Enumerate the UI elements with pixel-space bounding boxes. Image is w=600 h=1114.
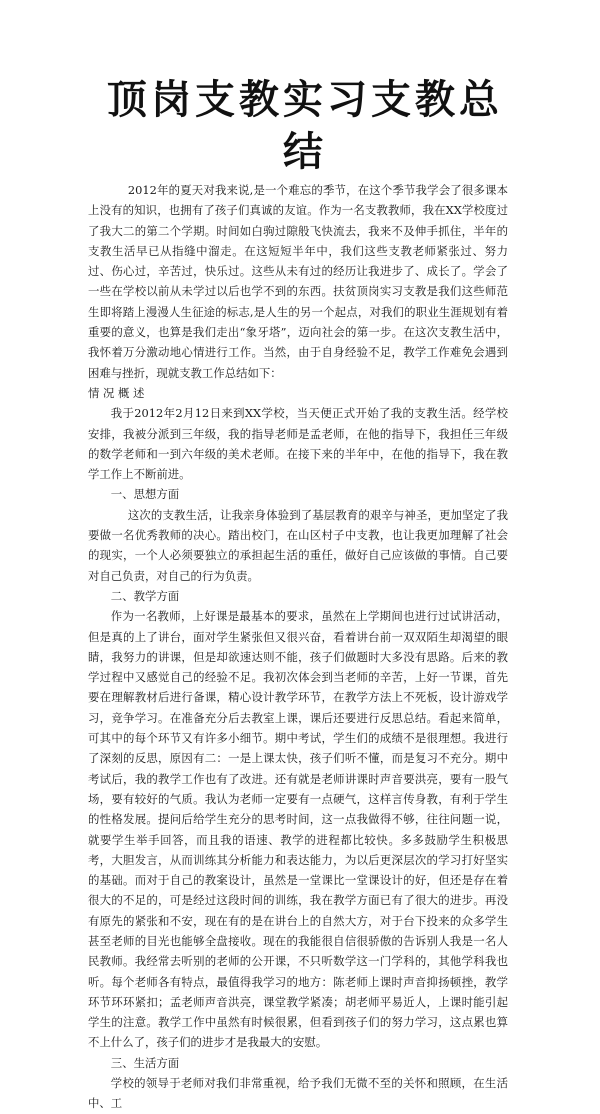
section-heading-overview: 情 况 概 述 [88, 385, 145, 400]
overview-paragraph: 我于2012年2月12日来到XX学校，当天便正式开始了我的支教生活。经学校安排，我被分派到三年级，我的指导老师是孟老师，在他的指导下，我担任三年级的数学老师和一到六年级的美术老师。在接下来的半年中，在他的指导下，我在教学工作上不断前进。 [88, 406, 508, 482]
document-body [88, 180, 508, 1114]
section-heading-teaching: 二、教学方面 [110, 588, 180, 603]
intro-paragraph: 2012年的夏天对我来说,是一个难忘的季节，在这个季节我学会了很多课本上没有的知识，也拥有了孩子们真诚的友谊。作为一名支教教师，我在XX学校度过了我大二的第二个学期。时间如白驹过隙般飞快流去，我来不及伸手抓住，半年的支教生活早已从指缝中溜走。在这短短半年中，我们这些支教老师紧张过、努力过、伤心过，辛苦过，快乐过。这些从未有过的经历让我进步了、成长了。学会了一些在学校以前从未学过以后也学不到的东西。扶贫顶岗实习支教是我们这些师范生即将踏上漫漫人生征途的标志,是人生的另一个起点，对我们的职业生涯规划有着重要的意义，也算是我们走出“象牙塔”，迈向社会的第一步。在这次支教生活中，我怀着万分激动地心情进行工作。当然，由于自身经验不足，教学工作难免会遇到困难与挫折，现就支教工作总结如下： [88, 183, 508, 380]
life-paragraph: 学校的领导于老师对我们非常重视，给予我们无微不至的关怀和照顾，在生活中、工 [88, 1076, 508, 1111]
section-heading-life: 三、生活方面 [110, 1055, 180, 1070]
teaching-paragraph: 作为一名教师，上好课是最基本的要求，虽然在上学期间也进行过试讲活动，但是真的上了讲台，面对学生紧张但又很兴奋，看着讲台前一双双陌生却渴望的眼睛，我努力的讲课，但是却欲速达则不能，孩子们做题时大多没有思路。后来的教学过程中又感觉自己的经验不足。我初次体会到当老师的辛苦，上好一节课，首先要在理解教材后进行备课，精心设计教学环节，在教学方法上不死板，设计游戏学习，竞争学习。在准备充分后去教室上课，课后还要进行反思总结。看起来简单，可其中的每个环节又有许多小细节。期中考试，学生们的成绩不是很理想。我进行了深刻的反思，原因有二：一是上课太快，孩子们听不懂，而是复习不充分。期中考试后，我的教学工作也有了改进。还有就是老师讲课时声音要洪亮，要有一股气场，要有较好的气质。我认为老师一定要有一点硬气，这样言传身教，有利于学生的性格发展。提问后给学生充分的思考时间，这一点我做得不够，往往问题一说，就要学生举手回答，而且我的语速、教学的进程都比较快。多多鼓励学生积极思考，大胆发言，从而训练其分析能力和表达能力，为以后更深层次的学习打好坚实的基础。而对于自己的教案设计，虽然是一堂课比一堂课设计的好，但还是存在着很大的不足的，可是经过这段时间的训练，我在教学方面已有了很大的进步。再没有原先的紧张和不安，现在有的是在讲台上的自然大方，对于台下投来的众多学生甚至老师的目光也能够全盘接收。现在的我能很自信很骄傲的告诉别人我是一名人民教师。我经常去听别的老师的公开课，不只听数学这一门学科的，其他学科我也听。每个老师各有特点，最值得我学习的地方：陈老师上课时声音抑扬顿挫，教学环节环环紧扣；孟老师声音洪亮，课堂教学紧凑；胡老师平易近人，上课时能引起学生的注意。教学工作中虽然有时候很累，但看到孩子们的努力学习，这点累也算不上什么了，孩子们的进步才是我最大的安慰。 [88, 609, 508, 1050]
document-title: 顶岗支教实习支教总结 [107, 77, 503, 175]
section-heading-thought: 一、思想方面 [110, 487, 180, 502]
thought-paragraph: 这次的支教生活，让我亲身体验到了基层教育的艰辛与神圣，更加坚定了我要做一名优秀教师的决心。踏出校门，在山区村子中支教，也让我更加理解了社会的现实，一个人必须要独立的承担起生活的重任，做好自己应该做的事情。自己要对自己负责，对自己的行为负责。 [88, 507, 508, 583]
